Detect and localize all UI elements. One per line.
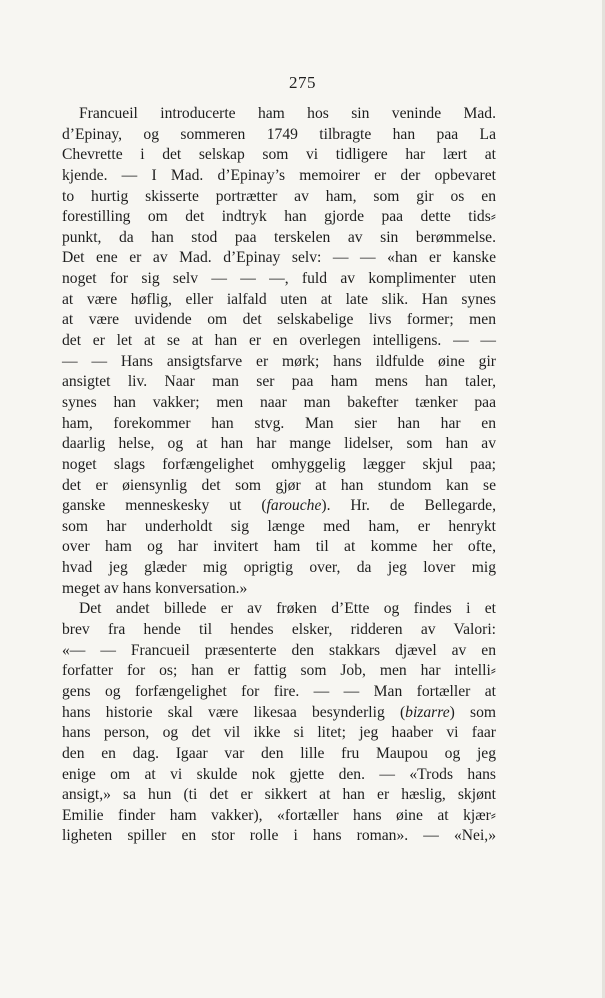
text-line: hans person, og det vil ikke si litet; jeg haaber vi faar <box>62 724 496 742</box>
text-line: som har underholdt sig længe med ham, er henrykt <box>62 517 496 535</box>
text-line: ansigt,» sa hun (ti det er sikkert at han er hæslig, skjønt <box>62 786 496 804</box>
text-line: forestilling om det indtryk han gjorde paa dette tids⸗ <box>62 208 496 226</box>
text-line: to hurtig skisserte portrætter av ham, som gir os en <box>62 187 496 205</box>
text-line: ganske menneskesky ut (farouche). Hr. de Bellegarde, <box>62 497 496 515</box>
page-number: 275 <box>289 73 316 92</box>
text-line: «— — Francueil præsenterte den stakkars djævel av en <box>62 641 496 659</box>
text-line: forfatter for os; han er fattig som Job, men har intelli⸗ <box>62 662 496 680</box>
text-line: Francueil introducerte ham hos sin veninde Mad. <box>79 105 496 122</box>
text-line: over ham og har invitert ham til at komme her ofte, <box>62 538 496 556</box>
body-text <box>62 104 496 847</box>
text-line: brev fra hende til hendes elsker, ridderen av Valori: <box>62 621 496 639</box>
text-line: synes han vakker; men naar man bakefter tænker paa <box>62 393 496 411</box>
text-line: hvad jeg glæder mig oprigtig over, da jeg lover mig <box>62 559 496 577</box>
text-line: meget av hans konversation.» <box>62 579 248 597</box>
text-line: Emilie finder ham vakker), «fortæller hans øine at kjær⸗ <box>62 806 496 824</box>
text-line: ham, forekommer han stvg. Man sier han har en <box>62 414 496 432</box>
text-line: ansigtet liv. Naar man ser paa ham mens han taler, <box>62 373 496 391</box>
text-line: ligheten spiller en stor rolle i hans roman». — «Nei,» <box>62 827 496 845</box>
text-line: enige om at vi skulde nok gjette den. — «Trods hans <box>62 765 496 783</box>
text-line: Det andet billede er av frøken d’Ette og findes i et <box>79 600 496 618</box>
text-line: punkt, da han stod paa terskelen av sin berømmelse. <box>62 228 496 246</box>
text-line: hans historie skal være likesaa besynderlig (bizarre) som <box>62 703 496 721</box>
text-line: at være uvidende om det selskabelige livs former; men <box>62 311 496 329</box>
text-line: Chevrette i det selskap som vi tidligere har lært at <box>62 146 496 164</box>
text-line: noget for sig selv — — —, fuld av komplimenter uten <box>62 270 496 288</box>
text-line: Det ene er av Mad. d’Epinay selv: — — «han er kanske <box>62 249 496 267</box>
text-line: kjende. — I Mad. d’Epinay’s memoirer er der opbevaret <box>62 166 496 184</box>
text-line: gens og forfængelighet for fire. — — Man fortæller at <box>62 682 496 700</box>
text-line: det er øiensynlig det som gjør at han stundom kan se <box>62 476 496 494</box>
text-line: den en dag. Igaar var den lille fru Maupou og jeg <box>62 744 496 762</box>
text-line: det er let at se at han er en overlegen intelligens. — — <box>62 332 496 350</box>
text-line: at være høflig, eller ialfald uten at late slik. Han synes <box>62 290 496 308</box>
text-line: d’Epinay, og sommeren 1749 tilbragte han paa La <box>62 125 496 143</box>
text-line: noget slags forfængelighet omhyggelig lægger skjul paa; <box>62 455 496 473</box>
text-line: daarlig helse, og at han har mange lidelser, som han av <box>62 435 496 453</box>
text-line: — — Hans ansigtsfarve er mørk; hans ildfulde øine gir <box>62 352 496 370</box>
